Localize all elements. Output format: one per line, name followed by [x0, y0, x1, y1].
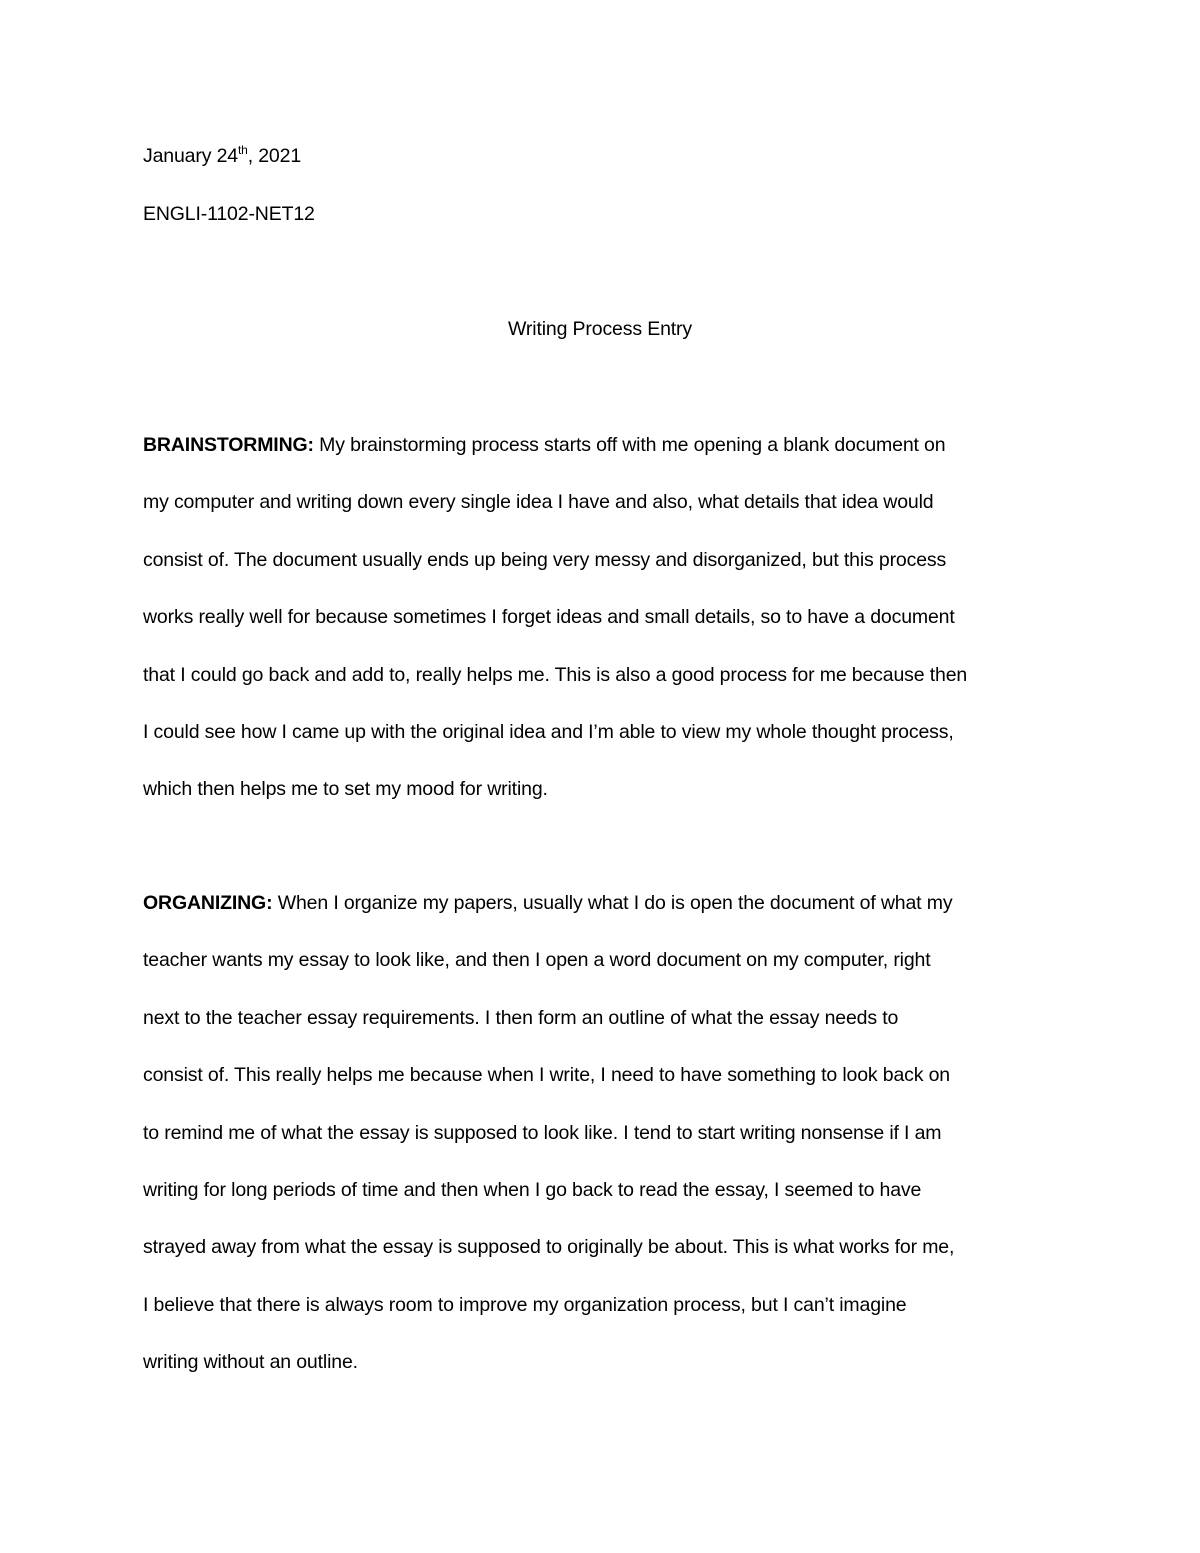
section-label-organizing: ORGANIZING:: [143, 892, 273, 914]
line-text: When I organize my papers, usually what I do is open the document of what my: [272, 892, 953, 914]
paragraph-line: I could see how I came up with the original idea and I’m able to view my whole thought process,: [143, 720, 954, 743]
date-year: , 2021: [247, 145, 302, 167]
paragraph-line: consist of. The document usually ends up being very messy and disorganized, but this process: [143, 548, 947, 571]
paragraph-line: next to the teacher essay requirements. I then form an outline of what the essay needs to: [143, 1006, 899, 1029]
date-month-day: January 24: [143, 145, 238, 167]
line-text: My brainstorming process starts off with me opening a blank document on: [313, 434, 946, 456]
paragraph-line: [143, 891, 1063, 948]
section-label-brainstorming: BRAINSTORMING:: [143, 434, 314, 456]
header-date: [143, 144, 301, 168]
paragraph-line: consist of. This really helps me because when I write, I need to have something to look back on: [143, 1064, 951, 1087]
paragraph-line: I believe that there is always room to improve my organization process, but I can’t imagine: [143, 1293, 907, 1316]
paragraph-line: that I could go back and add to, really helps me. This is also a good process for me because then: [143, 663, 968, 686]
document-title: Writing Process Entry: [508, 318, 692, 340]
paragraph-line: to remind me of what the essay is supposed to look like. I tend to start writing nonsense if I am: [143, 1121, 942, 1144]
date-ordinal-suffix: th: [237, 143, 248, 157]
paragraph-line: my computer and writing down every single idea I have and also, what details that idea would: [143, 491, 934, 514]
paragraph-line: teacher wants my essay to look like, and then I open a word document on my computer, right: [143, 949, 931, 972]
paragraph-line: which then helps me to set my mood for writing.: [143, 778, 548, 801]
paragraph-line: [143, 433, 1063, 490]
paragraph-brainstorming: [143, 433, 1063, 835]
paragraph-line: writing for long periods of time and then when I go back to read the essay, I seemed to have: [143, 1178, 922, 1201]
paragraph-line: writing without an outline.: [143, 1351, 358, 1374]
paragraph-line: strayed away from what the essay is supposed to originally be about. This is what works for me,: [143, 1236, 955, 1259]
paragraph-line: works really well for because sometimes I forget ideas and small details, so to have a document: [143, 606, 955, 629]
header-course: ENGLI-1102-NET12: [143, 203, 315, 225]
paragraph-organizing: [143, 891, 1063, 1408]
